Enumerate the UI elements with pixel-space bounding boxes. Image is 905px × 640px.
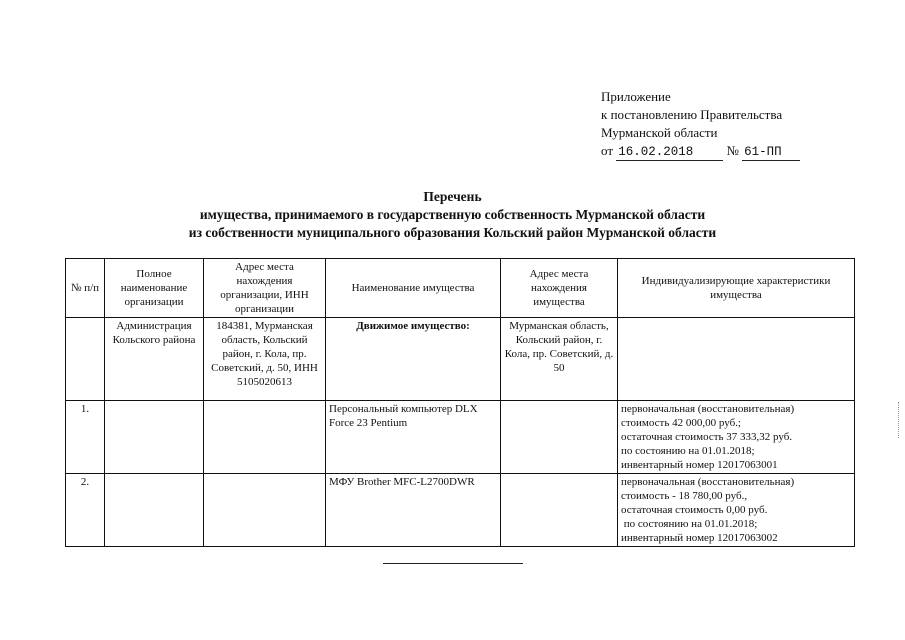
title-line-3: из собственности муниципального образования Кольский район Мурманской области <box>188 225 717 240</box>
property-characteristics: первоначальная (восстановительная) стоимость - 18 780,00 руб., остаточная стоимость 0,00 руб. по состоянию на 01.01.2018; инвентарный номер 12017063002 <box>618 474 855 547</box>
property-address: Мурманская область, Кольский район, г. Кола, пр. Советский, д. 50 <box>501 318 618 401</box>
resolution-date: 16.02.2018 <box>616 145 723 161</box>
appendix-title: Приложение <box>601 89 671 104</box>
table-row <box>66 401 855 474</box>
header-org-address: Адрес места нахождения организации, ИНН организации <box>204 259 326 318</box>
title-line-1: Перечень <box>423 189 482 204</box>
header-num: № п/п <box>66 259 105 318</box>
property-group-label: Движимое имущество: <box>326 318 501 401</box>
date-prefix: от <box>601 143 614 158</box>
header-org: Полное наименование организации <box>105 259 204 318</box>
appendix-date-line <box>601 142 800 161</box>
org-row-chars <box>618 318 855 401</box>
property-table <box>65 258 855 547</box>
row-num: 2. <box>66 474 105 547</box>
title-line-2: имущества, принимаемого в государственную собственность Мурманской области <box>199 207 706 222</box>
appendix-block <box>601 88 800 161</box>
header-property-address: Адрес места нахождения имущества <box>501 259 618 318</box>
org-name: Администрация Кольского района <box>105 318 204 401</box>
header-property-name: Наименование имущества <box>326 259 501 318</box>
org-row-num <box>66 318 105 401</box>
scan-artifact <box>898 402 902 438</box>
appendix-resolution: к постановлению Правительства <box>601 107 783 122</box>
property-characteristics: первоначальная (восстановительная) стоимость 42 000,00 руб.; остаточная стоимость 37 333,32 руб. по состоянию на 01.01.2018; инвентарный номер 12017063001 <box>618 401 855 474</box>
property-name: МФУ Brother MFC-L2700DWR <box>326 474 501 547</box>
table-row <box>66 474 855 547</box>
row-num: 1. <box>66 401 105 474</box>
header-characteristics: Индивидуализирующие характеристики имущества <box>618 259 855 318</box>
appendix-region: Мурманской области <box>601 125 718 140</box>
document-title <box>0 188 905 242</box>
number-prefix: № <box>726 143 739 158</box>
org-address: 184381, Мурманская область, Кольский район, г. Кола, пр. Советский, д. 50, ИНН 5105020613 <box>204 318 326 401</box>
table-row <box>66 318 855 401</box>
table-header-row <box>66 259 855 318</box>
closing-rule <box>383 563 523 564</box>
resolution-number: 61-ПП <box>742 145 800 161</box>
property-name: Персональный компьютер DLX Force 23 Pentium <box>326 401 501 474</box>
